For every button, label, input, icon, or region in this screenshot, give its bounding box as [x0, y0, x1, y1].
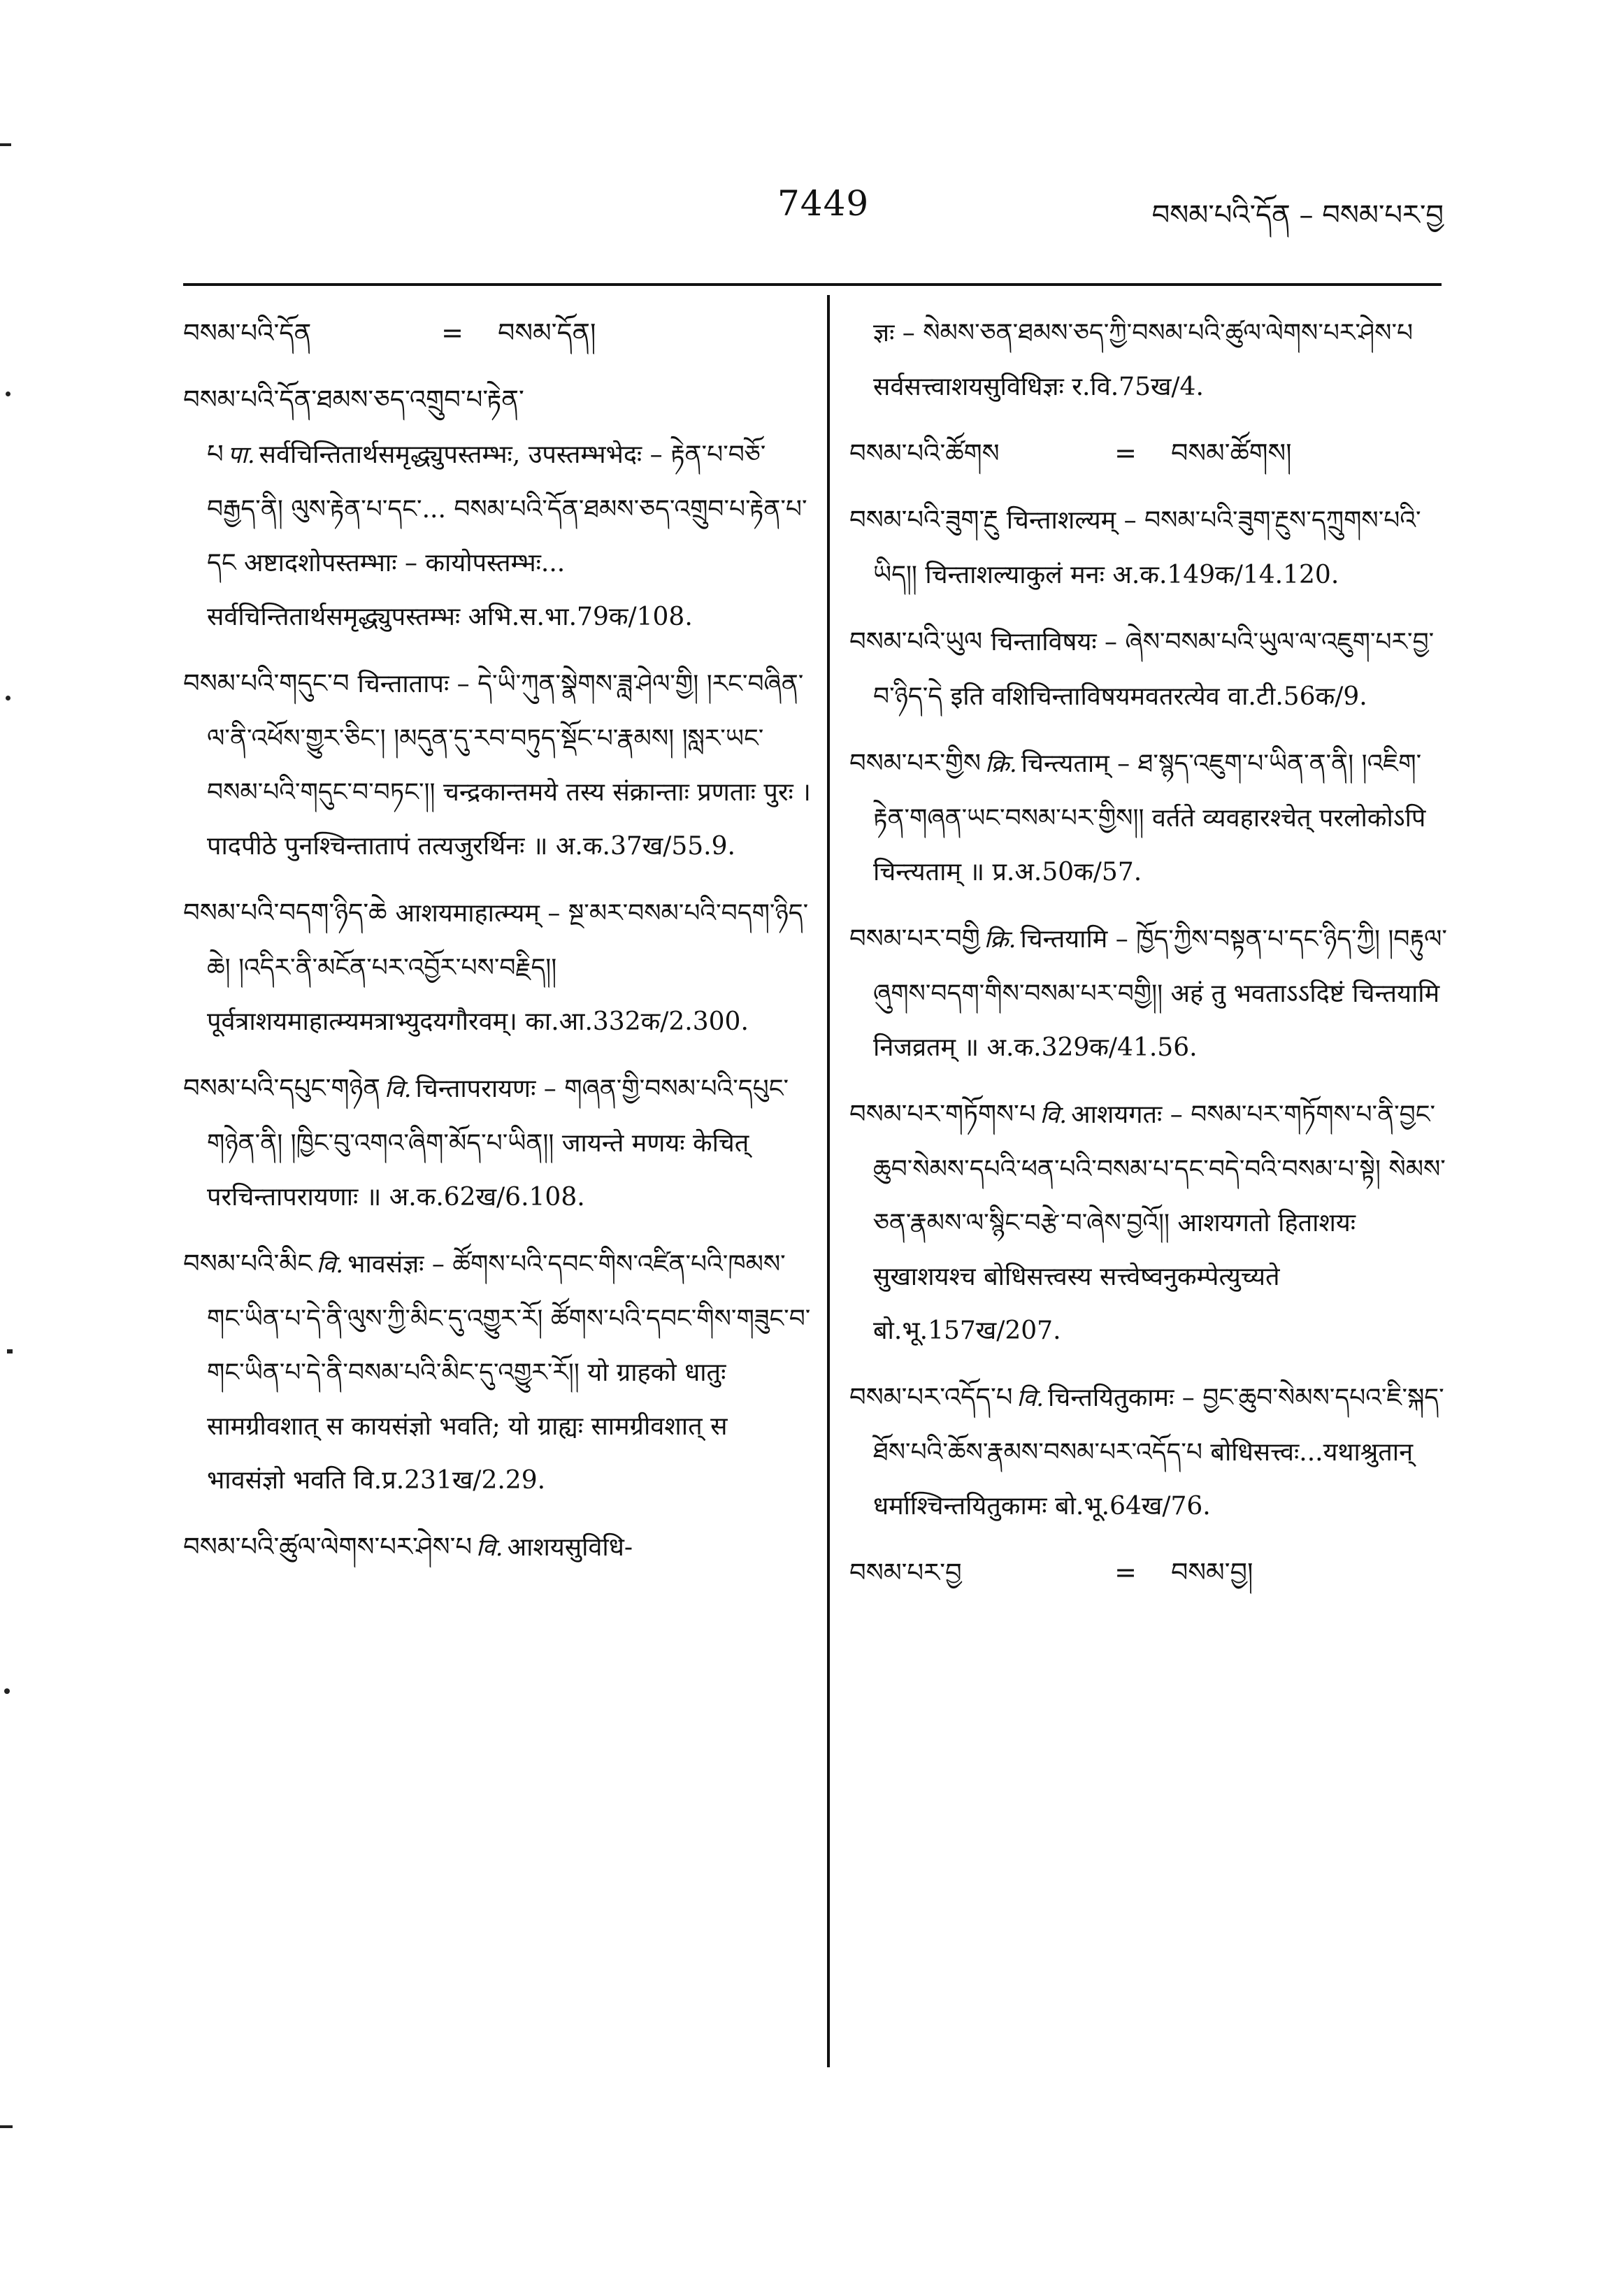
- headword: བསམ་པར་གཏོགས་པ: [849, 1099, 1036, 1129]
- headword: བསམ་པར་གྱིས: [849, 748, 981, 778]
- headword: བསམ་པའི་དོན་ཐམས་ཅད་འགྲུབ་པ་རྟེན་པ: [183, 385, 524, 469]
- headword: བསམ་པར་བྱ: [849, 1558, 962, 1588]
- entry-continuation: ज्ञः – སེམས་ཅན་ཐམས་ཅད་ཀྱི་བསམ་པའི་ཚུལ་ལེགས་པར་ཤེས་པ सर्वसत्त्वाशयसुविधिज्ञः र.वि.75ख/4.: [873, 319, 1414, 401]
- grammar-label: वि.: [1016, 1384, 1044, 1412]
- dictionary-entry: [183, 1520, 812, 1575]
- dictionary-entry: [849, 1370, 1451, 1533]
- entry-body: चिन्ताशल्यम् – བསམ་པའི་ཟུག་རྔུས་དཀྲུགས་པའི་ཡིད།། चिन्ताशल्याकुलं मनः अ.क.149क/14.120.: [873, 506, 1421, 589]
- cross-reference-target: བསམ་དོན།: [498, 317, 596, 348]
- dictionary-entry: [183, 373, 812, 644]
- header-rule: [183, 283, 1442, 286]
- right-column: [849, 306, 1451, 1612]
- grammar-label: वि.: [385, 1075, 412, 1103]
- grammar-label: वि.: [1040, 1101, 1068, 1129]
- grammar-label: वि.: [476, 1534, 503, 1562]
- entry-body: चिन्तयामि – ཁྱོད་ཀྱིས་བསྟན་པ་དང་ཉིད་ཀྱི། །བརྟུལ་ཞུགས་བདག་གིས་བསམ་པར་བགྱི།། अहं तु भवताऽऽदिष्टं चिन्तयामि निजव्रतम् ॥ अ.क.329क/41.56.: [873, 925, 1447, 1062]
- entry-body: चिन्तातापः – དེ་ཡི་ཀུན་སྣེགས་ཟླ་ཤེལ་གྱི། །རང་བཞིན་ལ་ནི་འཕོས་གྱུར་ཅིང་། །མདུན་དུ་རབ་བཏུད་སྡོང་པ་རྣམས། །སླར་ཡང་བསམ་པའི་གདུང་བ་བཏང་།། चन्द्रकान्तमये तस्य संक्रान्ताः प्रणताः पुरः । पादपीठे पुनश्चिन्तातापं तत्यजुरर्थिनः ॥ अ.क.37ख/55.9.: [207, 670, 811, 861]
- headword: བསམ་པའི་མིང: [183, 1249, 312, 1279]
- headword: བསམ་པའི་དཔུང་གཉེན: [183, 1073, 381, 1103]
- scan-margin-mark: [7, 1349, 13, 1353]
- grammar-label: क्रि.: [985, 750, 1017, 778]
- page-number: 7449: [777, 183, 870, 224]
- entry-body: चिन्तयितुकामः – བྱང་ཆུབ་སེམས་དཔའ་ཇི་སྐད་ཐོས་པའི་ཆོས་རྣམས་བསམ་པར་འདོད་པ बोधिसत्त्वः...यथाश्रुतान् धर्माश्चिन्तयितुकामः बो.भू.64ख/76.: [873, 1384, 1444, 1521]
- dictionary-entry: [849, 736, 1451, 899]
- headword: བསམ་པའི་ཚོགས: [849, 438, 1000, 468]
- cross-reference: [849, 1546, 1451, 1600]
- headword: བསམ་པའི་ཡུལ: [849, 626, 983, 656]
- grammar-label: पा.: [227, 441, 255, 469]
- dictionary-entry: [183, 1061, 812, 1224]
- running-head: བསམ་པའི་དོན – བསམ་པར་བྱ: [1151, 199, 1444, 231]
- scan-margin-mark: [0, 143, 11, 146]
- entry-body: आशयगतः – བསམ་པར་གཏོགས་པ་ནི་བྱང་ཆུབ་སེམས་དཔའི་ཕན་པའི་བསམ་པ་དང་བདེ་བའི་བསམ་པ་སྟེ། སེམས་ཅན་རྣམས་ལ་སྙིང་བརྩེ་བ་ཞེས་བྱའོ།། आशयगतो हिताशयः सुखाशयश्च बोधिसत्त्वस्य सत्त्वेष्वनुकम्पेत्युच्यते बो.भू.157ख/207.: [873, 1100, 1446, 1345]
- headword: བསམ་པའི་དོན: [183, 318, 312, 348]
- scan-margin-mark: [4, 1688, 10, 1694]
- entry-body: भावसंज्ञः – ཚོགས་པའི་དབང་གིས་འཛིན་པའི་ཁམས་གང་ཡིན་པ་དེ་ནི་ལུས་ཀྱི་མིང་དུ་འགྱུར་རོ། ཚོགས་པའི་དབང་གིས་གཟུང་བ་གང་ཡིན་པ་དེ་ནི་བསམ་པའི་མིང་དུ་འགྱུར་རོ།། यो ग्राहको धातुः सामग्रीवशात् स कायसंज्ञो भवति; यो ग्राह्यः सामग्रीवशात् स भावसंज्ञो भवति वि.प्र.231ख/2.29.: [207, 1250, 811, 1495]
- entry-body: आशयसुविधि-: [507, 1533, 633, 1562]
- column-divider: [827, 295, 830, 2067]
- headword: བསམ་པའི་བདག་ཉིད་ཆེ: [183, 898, 387, 928]
- scan-margin-mark: [0, 2125, 13, 2128]
- equals-sign: =: [1114, 438, 1137, 468]
- scan-margin-mark: [6, 392, 10, 396]
- equals-sign: =: [1114, 1557, 1137, 1588]
- entry-body: सर्वचिन्तितार्थसमृद्ध्युपस्तम्भः, उपस्तम्भभेदः – རྟེན་པ་བཅོ་བརྒྱད་ནི། ལུས་རྟེན་པ་དང་... བསམ་པའི་དོན་ཐམས་ཅད་འགྲུབ་པ་རྟེན་པ་དང अष्टादशोपस्तम्भाः – कायोपस्तम्भः... सर्वचिन्तितार्थसमृद्ध्युपस्तम्भः अभि.स.भा.79क/108.: [207, 440, 807, 631]
- headword: བསམ་པར་བགྱི: [849, 924, 980, 954]
- dictionary-entry: [849, 912, 1451, 1075]
- entry-body: चिन्तापरायणः – གཞན་གྱི་བསམ་པའི་དཔུང་གཉེན་ནི། །ཁྱིང་བུ་འགའ་ཞིག་མོད་པ་ཡིན།། जायन्ते मणयः केचित् परचिन्तापरायणाः ॥ अ.क.62ख/6.108.: [207, 1075, 789, 1212]
- dictionary-entry: [849, 493, 1451, 602]
- equals-sign: =: [441, 317, 464, 348]
- dictionary-entry: [183, 886, 812, 1049]
- headword: བསམ་པའི་གདུང་བ: [183, 668, 350, 698]
- entry-body: आशयमाहात्म्यम् – སྔ་མར་བསམ་པའི་བདག་ཉིད་ཆེ། །འདིར་ནི་མངོན་པར་འབྱོར་པས་བརྗིད།། पूर्वत्राशयमाहात्म्यमत्राभ्युदयगौरवम्। का.आ.332क/2.300.: [207, 899, 809, 1036]
- dictionary-entry: [183, 1237, 812, 1507]
- entry-body: चिन्ताविषयः – ཞེས་བསམ་པའི་ཡུལ་ལ་འཇུག་པར་བྱ་བ་ཉིད་དེ इति वशिचिन्ताविषयमवतरत्येव वा.टी.56क/9.: [873, 628, 1435, 711]
- grammar-label: वि.: [316, 1251, 344, 1279]
- cross-reference: [849, 426, 1451, 480]
- scan-margin-mark: [6, 696, 10, 701]
- cross-reference-target: བསམ་བྱ།: [1171, 1557, 1253, 1588]
- dictionary-entry: [183, 656, 812, 873]
- cross-reference-target: བསམ་ཚོགས།: [1171, 438, 1292, 468]
- entry-body: चिन्त्यताम् – ཐ་སྙད་འཇུག་པ་ཡིན་ན་ནི། །འཇིག་རྟེན་གཞན་ཡང་བསམ་པར་གྱིས།། वर्तते व्यवहारश्चेत् परलोकोऽपि चिन्त्यताम् ॥ प्र.अ.50क/57.: [873, 749, 1426, 886]
- dictionary-entry: [849, 1087, 1451, 1358]
- headword: བསམ་པའི་ཟུག་རྔུ: [849, 505, 998, 535]
- headword: བསམ་པར་འདོད་པ: [849, 1382, 1013, 1412]
- dictionary-entry: [849, 615, 1451, 724]
- grammar-label: क्रि.: [984, 926, 1016, 954]
- left-column: [183, 306, 812, 1588]
- headword: བསམ་པའི་ཚུལ་ལེགས་པར་ཤེས་པ: [183, 1532, 473, 1562]
- cross-reference: [183, 306, 812, 360]
